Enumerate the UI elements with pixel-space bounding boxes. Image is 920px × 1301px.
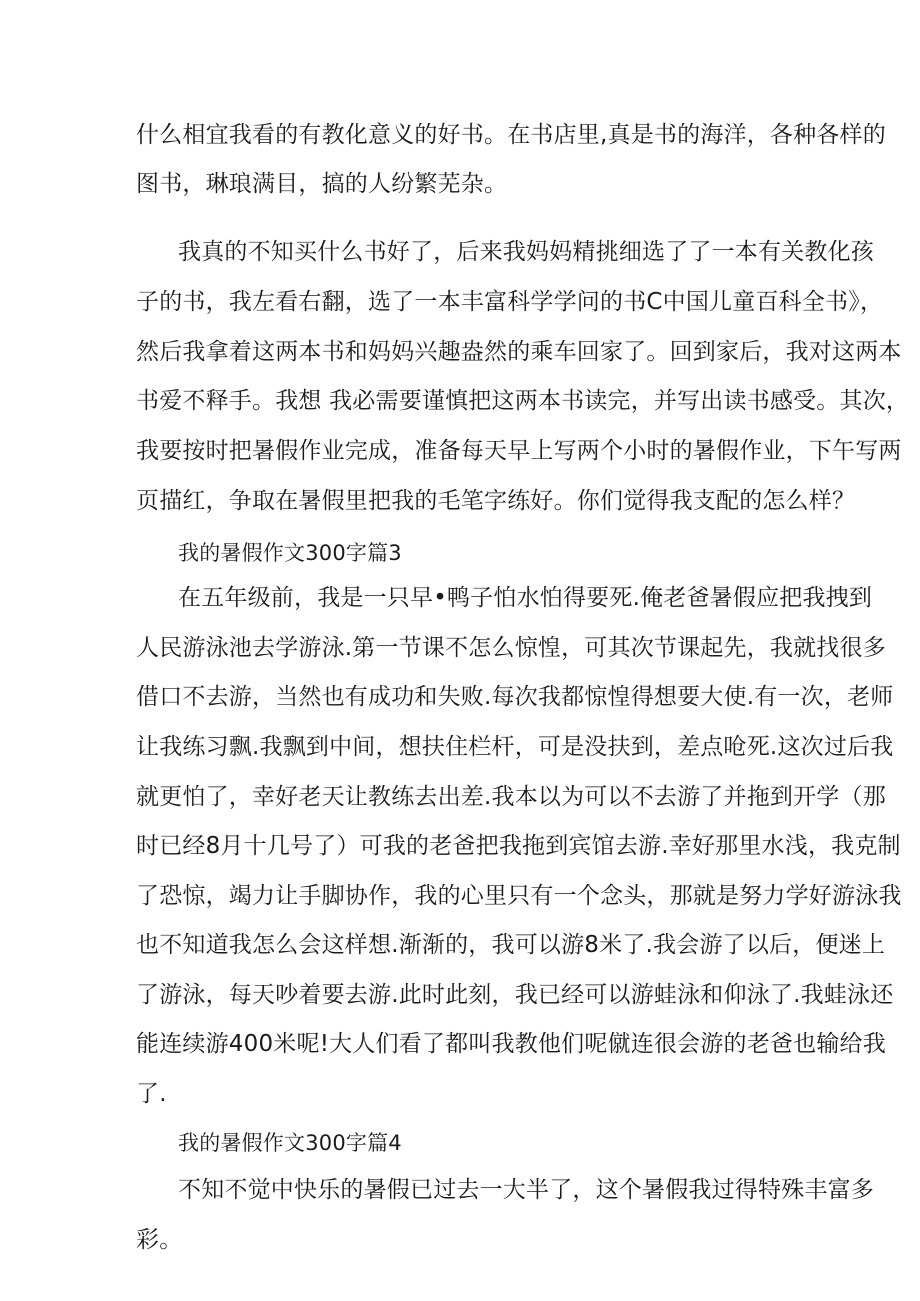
paragraph-3-line-8: 也不知道我怎么会这样想.渐渐的，我可以游8米了.我会游了以后，便迷上: [136, 932, 886, 958]
paragraph-3-line-2: 人民游泳池去学游泳.第一节课不怎么惊惶，可其次节课起先，我就找很多: [136, 635, 886, 661]
paragraph-2-line-1: 我真的不知买什么书好了，后来我妈妈精挑细选了了一本有关教化孩: [178, 239, 874, 265]
section-heading-3: 我的暑假作文300字篇3: [178, 541, 402, 565]
section-heading-4: 我的暑假作文300字篇4: [178, 1131, 402, 1155]
paragraph-3-line-11: 了.: [136, 1081, 167, 1107]
paragraph-2-line-3: 然后我拿着这两本书和妈妈兴趣盎然的乘车回家了。回到家后，我对这两本: [136, 339, 902, 365]
paragraph-2-line-6: 页描红，争取在暑假里把我的毛笔字练好。你们觉得我支配的怎么样？: [136, 488, 856, 514]
paragraph-3-line-4: 让我练习飘.我飘到中间，想扶住栏杆，可是没扶到，差点呛死.这次过后我: [136, 734, 894, 760]
paragraph-3-line-5: 就更怕了，幸好老天让教练去出差.我本以为可以不去游了并拖到开学（那: [136, 784, 886, 810]
paragraph-2-line-5: 我要按时把暑假作业完成，准备每天早上写两个小时的暑假作业，下午写两: [136, 438, 902, 464]
paragraph-2-line-2: 子的书，我左看右翻，选了一本丰富科学学问的书C中国儿童百科全书》，: [136, 289, 884, 315]
paragraph-3-line-6: 时已经8月十几号了）可我的老爸把我拖到宾馆去游.幸好那里水浅，我克制: [136, 833, 901, 859]
paragraph-1-line-1: 什么相宜我看的有教化意义的好书。在书店里,真是书的海洋，各种各样的: [136, 122, 886, 148]
paragraph-3-line-9: 了游泳，每天吵着要去游.此时此刻，我已经可以游蛙泳和仰泳了.我蛙泳还: [136, 982, 894, 1008]
paragraph-3-line-10: 能连续游400米呢!大人们看了都叫我教他们呢僦连很会游的老爸也输给我: [136, 1031, 886, 1057]
paragraph-3-line-3: 借口不去游，当然也有成功和失败.每次我都惊惶得想要大使.有一次，老师: [136, 684, 894, 710]
paragraph-3-line-1: 在五年级前，我是一只早•鸭子怕水怕得要死.俺老爸暑假应把我拽到: [178, 585, 873, 611]
paragraph-3-line-7: 了恐惊，竭力让手脚协作，我的心里只有一个念头，那就是努力学好游泳我: [136, 883, 902, 909]
paragraph-4-line-2: 彩。: [136, 1227, 183, 1253]
paragraph-2-line-4: 书爱不释手。我想 我必需要谨慎把这两本书读完，并写出读书感受。其次，: [136, 388, 910, 414]
paragraph-4-line-1: 不知不觉中快乐的暑假已过去一大半了，这个暑假我过得特殊丰富多: [178, 1177, 874, 1203]
paragraph-1-line-2: 图书，琳琅满目，搞的人纷繁芜杂。: [136, 171, 508, 197]
